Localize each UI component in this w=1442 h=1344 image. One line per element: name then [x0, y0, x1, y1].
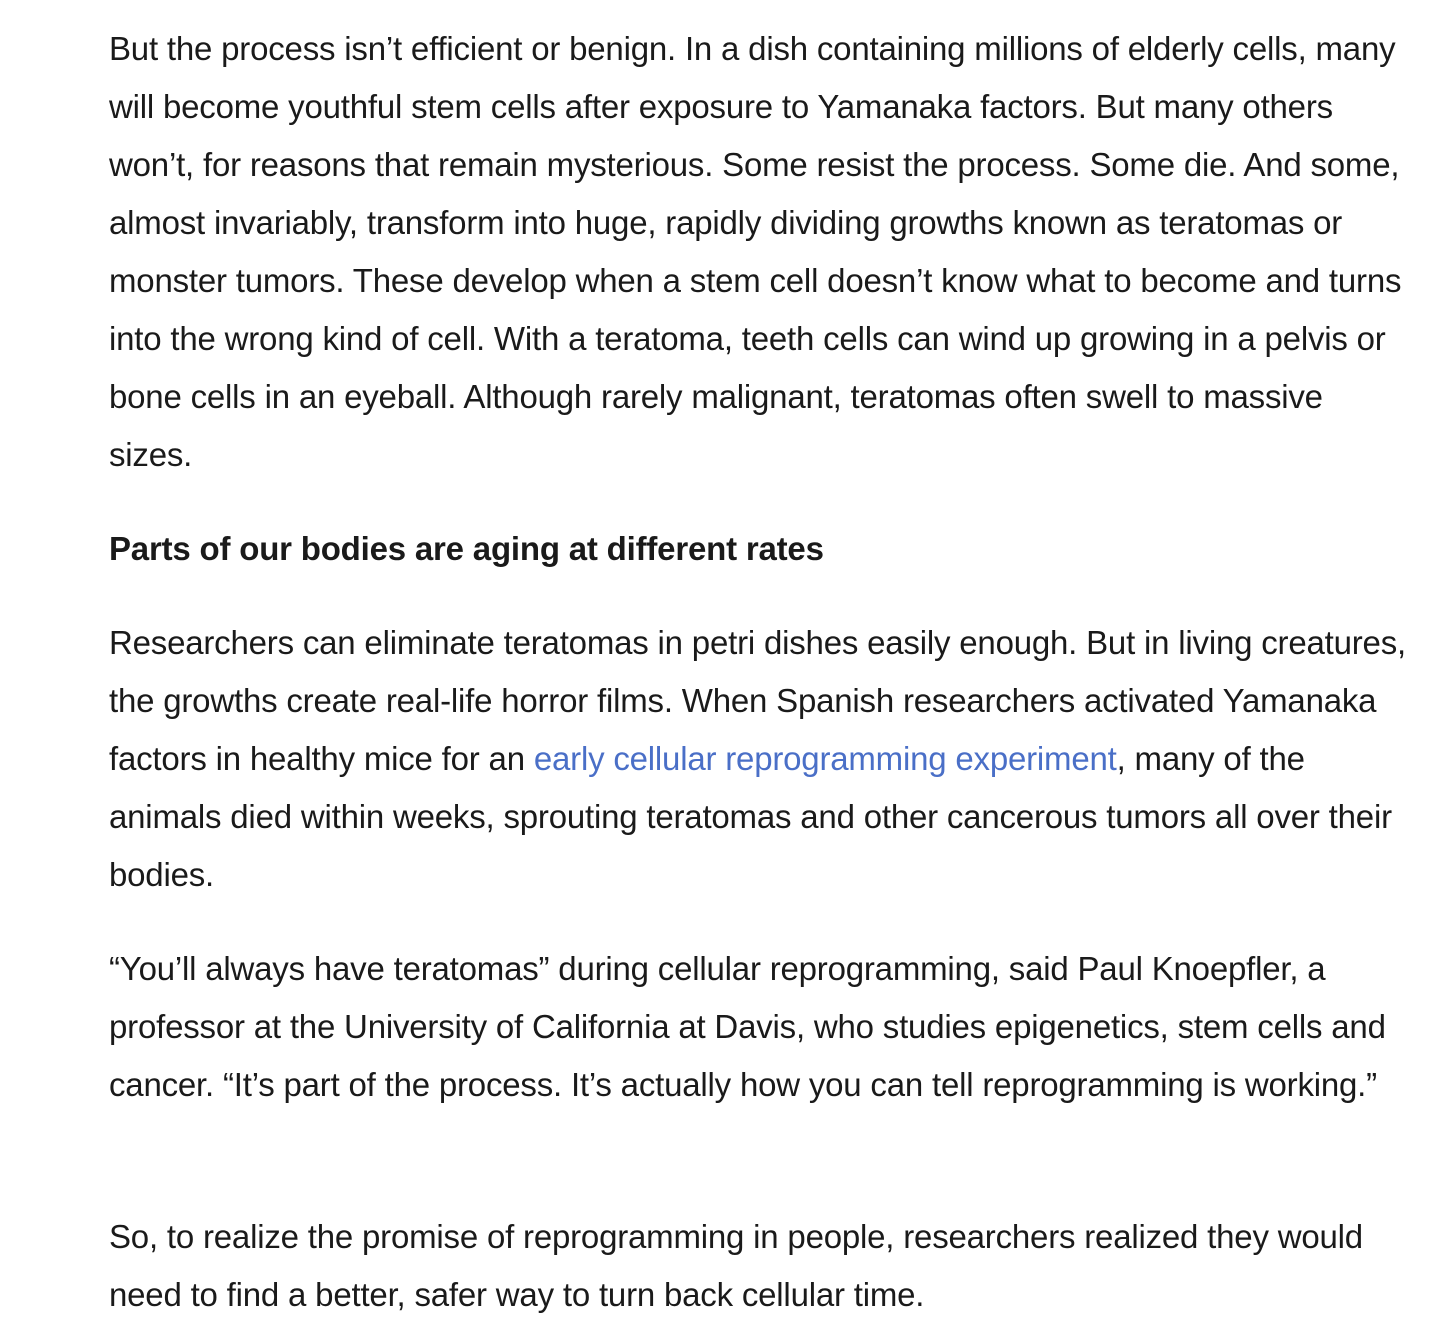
paragraph-teratomas-mice	[109, 614, 1409, 904]
paragraph-knoepfler-quote: “You’ll always have teratomas” during cellular reprogramming, said Paul Knoepfler, a professor at the University of California at Davis, who studies epigenetics, stem cells and cancer. “It’s part of the process. It’s actually how you can tell reprogramming is working.”	[109, 950, 1386, 1103]
paragraph-process-not-efficient: But the process isn’t efficient or benign. In a dish containing millions of elderly cells, many will become youthful stem cells after exposure to Yamanaka factors. But many others won’t, for reasons that remain mysterious. Some resist the process. Some die. And some, almost invariably, transform into huge, rapidly dividing growths known as teratomas or monster tumors. These develop when a stem cell doesn’t know what to become and turns into the wrong kind of cell. With a teratoma, teeth cells can wind up growing in a pelvis or bone cells in an eyeball. Although rarely malignant, teratomas often swell to massive sizes.	[109, 30, 1402, 473]
reprogramming-experiment-link[interactable]: early cellular reprogramming experiment	[533, 740, 1117, 777]
paragraph-text-after-link: , many of the animals died within weeks, sprouting teratomas and other cancerous tumors all over their bodies.	[109, 740, 1392, 893]
paragraph-safer-way: So, to realize the promise of reprogramming in people, researchers realized they would need to find a better, safer way to turn back cellular time.	[109, 1218, 1363, 1313]
paragraph-text-before-link: Researchers can eliminate teratomas in petri dishes easily enough. But in living creatures, the growths create real-life horror films. When Spanish researchers activated Yamanaka factors in healthy mice for an	[109, 624, 1406, 777]
subheading-aging-rates[interactable]: Parts of our bodies are aging at different rates	[109, 530, 824, 567]
